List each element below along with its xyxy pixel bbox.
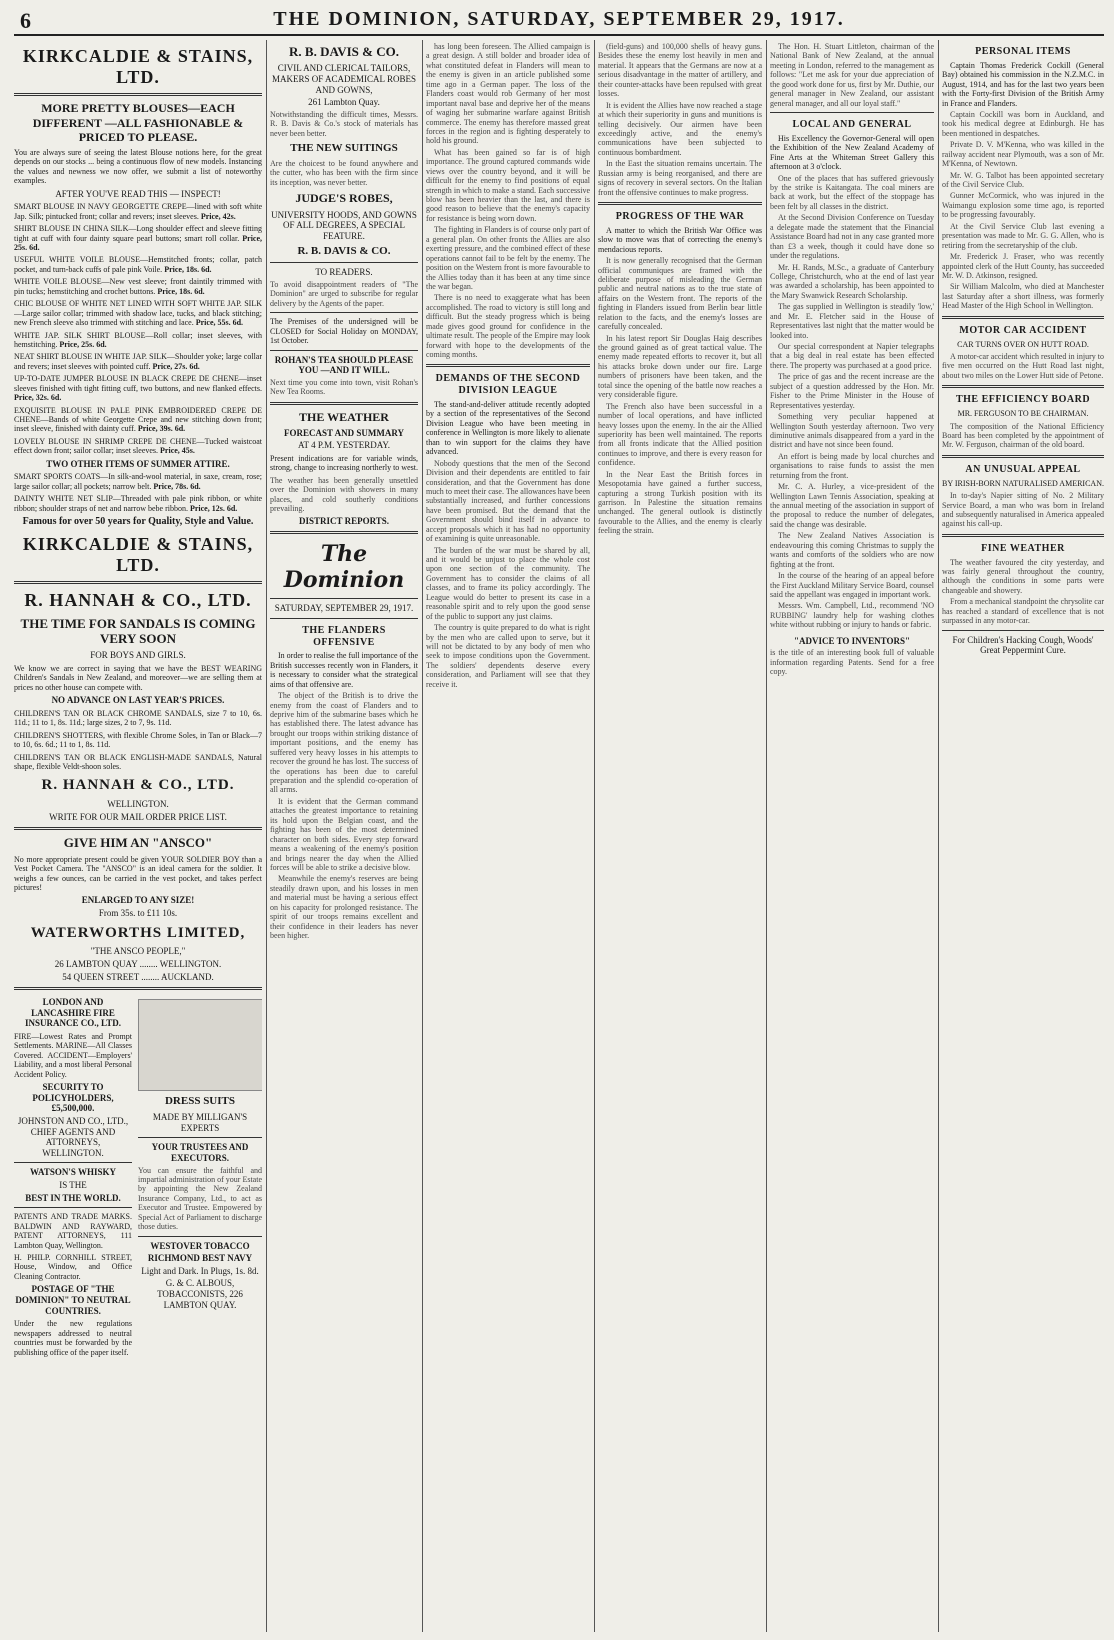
blouse-item: CHIC BLOUSE OF WHITE NET LINED WITH SOFT WHITE JAP. SILK—Large sailor collar; trimmed with shadow lace, tucks, and black stitching; new French sleeve also trimmed with stitching and lace. Price, 55s. 6d. — [14, 299, 262, 328]
appeal-sub: BY IRISH-BORN NATURALISED AMERICAN. — [942, 478, 1104, 488]
divider — [270, 618, 418, 619]
inventors-title: "ADVICE TO INVENTORS" — [793, 635, 911, 646]
filler-text: The weather favoured the city yesterday, and was fairly general throughout the country, although the conditions in some parts were changeable and showery. — [942, 557, 1104, 595]
ansco-enlarged: ENLARGED TO ANY SIZE! — [81, 895, 195, 906]
davis-address: 261 Lambton Quay. — [308, 97, 380, 108]
cough-cure-ad: For Children's Hacking Cough, Woods' Great Peppermint Cure. — [952, 634, 1094, 656]
divider — [270, 598, 418, 599]
filler-text: A motor-car accident which resulted in injury to five men occurred on the Hutt Road last night, about two miles on the Lower Hutt side of Petone. — [942, 351, 1104, 380]
board-sub: MR. FERGUSON TO BE CHAIRMAN. — [957, 409, 1089, 419]
blouse-item: EXQUISITE BLOUSE IN PALE PINK EMBROIDERED CREPE DE CHENE—Bands of white Georgette Crepe and new stitching down front; inset sleeve, finished with dainty cuff. Price, 39s. 6d. — [14, 405, 262, 434]
philp-ad: H. PHILP. CORNHILL STREET, House, Window, and Office Cleaning Contractor. — [14, 1253, 132, 1281]
kirkcaldie-two-other: TWO OTHER ITEMS OF SUMMER ATTIRE. — [46, 458, 230, 469]
filler-text: In to-day's Napier sitting of No. 2 Military Service Board, a man who was born in Ireland and subsequently naturalised in America appealed against his call-up. — [942, 491, 1104, 529]
filler-text: In the course of the hearing of an appeal before the First Auckland Military Service Board, counsel said the appellant was engaged in important work. — [770, 571, 934, 599]
blouse-item: USEFUL WHITE VOILE BLOUSE—Hemstitched fronts; collar, patch pocket, and turn-back cuffs of pale pink Voile. Price, 18s. 6d. — [14, 255, 262, 274]
personal-title: PERSONAL ITEMS — [975, 46, 1071, 57]
blouse-item: WHITE VOILE BLOUSE—New vest sleeve; front daintily trimmed with pin tucks; hemstitching and crochet buttons. Price, 18s. 6d. — [14, 277, 262, 296]
column-rule — [594, 40, 595, 1632]
filler-text: You can ensure the faithful and impartial administration of your Estate by appointing the New Zealand Insurance Company, Ltd., to act as Executor and Trustee. Empowered by Special Act of Parliament to discharge those duties. — [138, 1165, 262, 1232]
filler-text: The composition of the National Efficiency Board has been completed by the appointment of Mr. W. Ferguson, chairman of the old board. — [942, 421, 1104, 450]
divider — [942, 316, 1104, 319]
filler-text: The fighting in Flanders is of course only part of a general plan. On other fronts the Allies are also exerting pressure, and the combined effect of these operations cannot fail to be felt by the enemy. The position on the Western front is more favourable to the Allies today than it has been at any time since the war began. — [426, 225, 590, 291]
filler-text: Captain Cockill was born in Auckland, and took his medical degree at Edinburgh. He has been mentioned in despatches. — [942, 109, 1104, 138]
filler-text: One of the places that has suffered grievously by the strike is Kaitangata. The coal miners are back at work, but the effect of the stoppage has been felt by all classes in the district. — [770, 173, 934, 211]
filler-text: The country is quite prepared to do what is right by the men who are called upon to serve, but it will not be dictated to by any body of men who seek to impose conditions upon the Government. The soldiers' dependents deserve every consideration, and Parliament will see that they receive it. — [426, 623, 590, 689]
divider — [942, 385, 1104, 388]
filler-text: The weather has been generally unsettled over the Dominion with showers in many places, and cold southerly conditions prevailing. — [270, 475, 418, 514]
blouse-item: SHIRT BLOUSE IN CHINA SILK—Long shoulder effect and sleeve fitting tight at cuff with four dainty square pearl buttons; smart roll collar. Price, 25s. 6d. — [14, 224, 262, 253]
attire-item: SMART SPORTS COATS—In silk-and-wool material, in saxe, cream, rose; large sailor collar; all pockets; narrow belt. Price, 78s. 6d. — [14, 472, 262, 491]
column-rule — [422, 40, 423, 1632]
dress-suits-ad — [138, 995, 262, 1360]
personal-text: Captain Thomas Frederick Cockill (General Bay) obtained his commission in the N.Z.M.C. in August, 1914, and has for the last two years been with the Forty-first Division of the British Army in France and Flanders. — [942, 60, 1104, 108]
divider — [14, 987, 262, 990]
weather-sub: FORECAST AND SUMMARY — [283, 427, 405, 438]
local-title: LOCAL AND GENERAL — [792, 119, 912, 131]
column-6 — [942, 40, 1104, 1632]
blouse-item: SMART BLOUSE IN NAVY GEORGETTE CREPE—lined with soft white Jap. Silk; pintucked front; collar and revers; inset sleeves. Price, 42s. — [14, 202, 262, 221]
filler-text: has long been foreseen. The Allied campaign is a great design. A still bolder and broader idea of what constituted defeat in Flanders will mean to the enemy is given in an article published some time ago in a German paper. The loss of the Flanders coast would rob Germany of her most important naval base and deprive her of the means of waging her submarine warfare against British commerce. The enemy has therefore massed great forces in the region and is fighting desperately to hold his ground. — [426, 42, 590, 146]
robes-sub: UNIVERSITY HOODS, AND GOWNS OF ALL DEGREES, A SPECIAL FEATURE. — [271, 209, 417, 241]
albous-ad: G. & C. ALBOUS, TOBACCONISTS, 226 LAMBTON QUAY. — [157, 1278, 243, 1310]
filler-text: is the title of an interesting book full of valuable information regarding Patents. Send for a free copy. — [770, 648, 934, 677]
divider — [942, 455, 1104, 458]
column-4 — [598, 40, 762, 1632]
filler-text: Mr. Frederick J. Fraser, who was recently appointed clerk of the Hutt County, has succeeded Mr. W. D. Atkinson, resigned. — [942, 252, 1104, 280]
filler-text: The burden of the war must be shared by all, and it would be unjust to place the whole cost upon one section of the community. The Government has to consider the claims of all classes, and to frame its policy accordingly. The League would do better to present its case in a reasonable spirit and to rely upon the good sense of the public to support any just claims. — [426, 545, 590, 621]
divider — [598, 202, 762, 205]
filler-text: In the East the situation remains uncertain. The Russian army is being reorganised, and there are signs of recovery in several sectors. On the Italian front the offensive continues to make progress. — [598, 159, 762, 197]
local-text: His Excellency the Governor-General will open the Exhibition of the New Zealand Academy of Fine Arts at the Whiteman Street Gallery this afternoon at 3 o'clock. — [770, 133, 934, 172]
filler-text: To avoid disappointment readers of "The Dominion" are urged to subscribe for regular delivery by the Agents of the paper. — [270, 279, 418, 308]
filler-text: What has been gained so far is of high importance. The ground captured commands wide views over the country beyond, and it will be difficult for the enemy to find positions of equal strength in which to make a stand. Each successive blow has been heavier than the last, and there is good reason to believe that the enemy's capacity for resistance is being worn down. — [426, 147, 590, 223]
progress-text: A matter to which the British War Office was slow to move was that of correcting the enemy's mendacious reports. — [598, 225, 762, 254]
filler-text: From a mechanical standpoint the chrysolite car has reached a standard of excellence that is not surpassed in any motor-car. — [942, 597, 1104, 626]
robes-title: JUDGE'S ROBES, — [295, 191, 393, 206]
filler-text: An effort is being made by local churches and organisations to raise funds to assist the men returning from the front. — [770, 451, 934, 480]
kirkcaldie-footer-title: KIRKCALDIE & STAINS, LTD. — [22, 533, 254, 576]
hannah-footer-title: R. HANNAH & CO., LTD. — [41, 777, 235, 794]
sandal-item: CHILDREN'S TAN OR BLACK ENGLISH-MADE SANDALS, Natural shape, flexible Veldt-shoon soles. — [14, 752, 262, 772]
weather-time: AT 4 P.M. YESTERDAY. — [297, 440, 391, 451]
divider — [270, 531, 418, 534]
divider — [426, 364, 590, 367]
filler-text: Are the choicest to be found anywhere and the cutter, who has been with the firm since its inception, was never better. — [270, 159, 418, 187]
progress-title: PROGRESS OF THE WAR — [615, 211, 745, 222]
waterworths-address: 26 LAMBTON QUAY ........ WELLINGTON. — [54, 958, 222, 969]
insurance-security: SECURITY TO POLICYHOLDERS, £5,500,000. — [32, 1082, 114, 1114]
readers-title: TO READERS. — [315, 267, 373, 278]
filler-text: In his latest report Sir Douglas Haig describes the ground gained as of great tactical value. The enemy made repeated efforts to recover it, but all his attacks broke down under our fire. Large numbers of prisoners have been taken, and the total since the opening of the battle now reaches a very considerable figure. — [598, 333, 762, 400]
filler-text: Private D. V. M'Kenna, who was killed in the railway accident near Plymouth, was a son of Mr. M'Kenna, of Newtown. — [942, 140, 1104, 169]
divider — [270, 312, 418, 313]
filler-text: (field-guns) and 100,000 shells of heavy guns. Besides these the enemy lost heavily in men and material. It appears that the Germans are now at a serious disadvantage in the matter of artillery, and their counter-attacks have been repulsed with great losses. — [598, 42, 762, 99]
watson-line: WATSON'S WHISKY — [30, 1167, 116, 1178]
filler-text: The gas supplied in Wellington is steadily 'low,' and Mr. E. Fletcher said in the House of Representatives last night that the matter would be looked into. — [770, 302, 934, 340]
filler-text: It is evident that the German command attaches the greatest importance to retaining its hold upon the Belgian coast, and the fighting has been of the most determined character on both sides. Every step forward means a weakening of the enemy's position and brings nearer the day when the Allied forces will be able to strike a decisive blow. — [270, 796, 418, 872]
filler-text: In the Near East the British forces in Mesopotamia have gained a further success, capturing a strong Turkish position with its garrison. In Palestine the situation remains unchanged. The general outlook is distinctly favourable to the Allies, and the enemy is clearly feeling the strain. — [598, 469, 762, 536]
waterworths-address: 54 QUEEN STREET ........ AUCKLAND. — [62, 971, 214, 982]
blouse-item: NEAT SHIRT BLOUSE IN WHITE JAP. SILK—Shoulder yoke; large collar and revers; inset sleeves with pointed cuff. Price, 27s. 6d. — [14, 352, 262, 371]
hannah-sub: FOR BOYS AND GIRLS. — [90, 650, 186, 661]
demands-text: The stand-and-deliver attitude recently adopted by a section of the representatives of the Second Division League who have been meeting in conference in Wellington is more likely to alienate than to win support for the claims they have advanced. — [426, 400, 590, 457]
watson-line: BEST IN THE WORLD. — [25, 1192, 121, 1203]
appeal-title: AN UNUSUAL APPEAL — [965, 463, 1081, 475]
nameplate: The Dominion — [283, 541, 405, 594]
ansco-headline: GIVE HIM AN "ANSCO" — [63, 835, 213, 851]
filler-text: At the Civil Service Club last evening a presentation was made to Mr. G. G. Allen, who is retiring from the secretaryship of the club. — [942, 221, 1104, 250]
blouse-item: WHITE JAP. SILK SHIRT BLOUSE—Roll collar; inset sleeves, with hemstitching. Price, 25s. 6d. — [14, 330, 262, 349]
filler-text: The price of gas and the recent increase are the subject of a question addressed by the Hon. Mr. Fisher to the Prime Minister in the House of Representatives yesterday. — [770, 372, 934, 410]
divider — [14, 581, 262, 584]
filler-text: Notwithstanding the difficult times, Messrs. R. B. Davis & Co.'s stock of materials has never been better. — [270, 109, 418, 138]
filler-text: The New Zealand Natives Association is endeavouring this coming Christmas to supply the wants and comforts of the soldiers who are now fighting at the front. — [770, 531, 934, 569]
demands-title: DEMANDS OF THE SECOND DIVISION LEAGUE — [435, 373, 581, 397]
closed-notice: The Premises of the undersigned will be CLOSED for Social Holiday on MONDAY, 1st October. — [270, 317, 418, 346]
insurance-title: LONDON AND LANCASHIRE FIRE INSURANCE CO., LTD. — [25, 997, 121, 1029]
suit-illustration — [138, 999, 262, 1091]
filler-text: Mr. C. A. Hurley, a vice-president of the Wellington Lawn Tennis Association, speaking at the annual meeting of the association in support of the proposal to reduce the number of delegates, said the change was desirable. — [770, 482, 934, 529]
leader-title: THE FLANDERS OFFENSIVE — [302, 624, 386, 648]
patents-ad: PATENTS AND TRADE MARKS. BALDWIN AND RAYWARD, PATENT ATTORNEYS, 111 Lambton Quay, Wellington. — [14, 1212, 132, 1250]
hannah-footer-city: WELLINGTON. — [107, 799, 169, 810]
date-line: SATURDAY, SEPTEMBER 29, 1917. — [274, 603, 414, 614]
divider — [770, 112, 934, 113]
board-title: THE EFFICIENCY BOARD — [955, 394, 1091, 406]
filler-text: Something very peculiar happened at Wellington South yesterday afternoon. Two very diminutive animals disappeared from a yard in the district and have not since been found. — [770, 412, 934, 450]
newspaper-page — [14, 6, 1104, 1632]
column-rule — [766, 40, 767, 1632]
blouse-item: UP-TO-DATE JUMPER BLOUSE IN BLACK CREPE DE CHENE—inset sleeves finished with tight fitting cuff, two buttons, and new flanked effects. Price, 32s. 6d. — [14, 374, 262, 403]
filler-text: It is evident the Allies have now reached a stage at which their superiority in guns and munitions is telling decisively. Our airmen have been exceedingly active, and the enemy's communications have been subjected to continuous bombardment. — [598, 100, 762, 157]
sandal-item: CHILDREN'S SHOTTERS, with flexible Chrome Soles, in Tan or Black—7 to 10, 6s. 6d.; 11 to 1, 8s. 11d. — [14, 730, 262, 750]
masthead-title: THE DOMINION, SATURDAY, SEPTEMBER 29, 1917. — [273, 8, 845, 30]
column-5 — [770, 40, 934, 1632]
divider — [14, 1207, 132, 1208]
insurance-text: FIRE—Lowest Rates and Prompt Settlements. MARINE—All Classes Covered. ACCIDENT—Employers' Liability, and a most liberal Personal Accident Policy. — [14, 1032, 132, 1079]
divider — [270, 262, 418, 263]
kirkcaldie-headline: MORE PRETTY BLOUSES—EACH DIFFERENT —ALL FASHIONABLE & PRICED TO PLEASE. — [32, 101, 244, 144]
filler-text: Gunner McCormick, who was injured in the Waimangu explosion some time ago, is reported to be progressing favourably. — [942, 191, 1104, 220]
watson-line: IS THE — [59, 1180, 87, 1191]
trustees-title: YOUR TRUSTEES AND EXECUTORS. — [151, 1142, 249, 1163]
ansco-price: From 35s. to £11 10s. — [98, 908, 178, 919]
divider — [14, 1162, 132, 1163]
hannah-footer-note: WRITE FOR OUR MAIL ORDER PRICE LIST. — [49, 811, 227, 822]
suitings-title: THE NEW SUITINGS — [290, 142, 398, 155]
filler-text: There is no need to exaggerate what has been accomplished. The road to victory is still long and difficult. But the steady progress which is being made gives good ground for confidence in the ultimate result. The people of the Empire may look forward with hope to the developments of the coming months. — [426, 293, 590, 359]
lower-ads — [14, 995, 262, 1360]
kirkcaldie-after: AFTER YOU'VE READ THIS — INSPECT! — [55, 188, 221, 199]
fine-title: FINE WEATHER — [981, 542, 1065, 554]
kirkcaldie-title: KIRKCALDIE & STAINS, LTD. — [22, 46, 254, 88]
ansco-text: No more appropriate present could be given YOUR SOLDIER BOY than a Vest Pocket Camera. The "ANSCO" is an ideal camera for the soldier. It weighs a few ounces, can be carried in the vest pocket, and takes perfect pictures! — [14, 854, 262, 893]
divider — [270, 350, 418, 351]
divider — [138, 1236, 262, 1237]
column-rule — [266, 40, 267, 1632]
filler-text: It is now generally recognised that the German official communiques are framed with the deliberate purpose of misleading the German public and neutral nations as to the true state of affairs on the Western front. The reports of the fighting in Flanders issued from Berlin bear little relation to the facts, and the enemy's losses are carefully concealed. — [598, 256, 762, 332]
attire-item: DAINTY WHITE NET SLIP—Threaded with pale pink ribbon, or white ribbon; shoulder straps of net and narrow bebe ribbon. Price, 12s. 6d. — [14, 494, 262, 513]
column-2 — [270, 40, 418, 1632]
filler-text: Sir William Malcolm, who died at Manchester last Saturday after a short illness, was formerly Head Master of the High School in Wellington. — [942, 282, 1104, 311]
weather-text: Present indications are for variable winds, strong, change to increasing northerly to west. — [270, 454, 418, 473]
district-title: DISTRICT REPORTS. — [298, 515, 390, 526]
divider — [942, 630, 1104, 631]
blouse-item: LOVELY BLOUSE IN SHRIMP CREPE DE CHENE—Tucked waistcoat effect down front; sailor collar; inset sleeves. Price, 45s. — [14, 436, 262, 456]
weather-title: THE WEATHER — [299, 409, 389, 424]
hannah-intro: We know we are correct in saying that we have the BEST WEARING Children's Sandals in New Zealand, and moreover—we are selling them at prices no other house can compete with. — [14, 663, 262, 692]
divider — [138, 1137, 262, 1138]
sandal-item: CHILDREN'S TAN OR BLACK CHROME SANDALS, size 7 to 10, 6s. 11d.; 11 to 1, 8s. 11d.; large sizes, 2 to 7, 9s. 11d. — [14, 708, 262, 728]
column-3 — [426, 40, 590, 1632]
filler-text: Mr. W. G. Talbot has been appointed secretary of the Civil Service Club. — [942, 170, 1104, 190]
dress-suits-title: DRESS SUITS — [164, 1095, 235, 1108]
navy-title: RICHMOND BEST NAVY — [147, 1253, 253, 1264]
insurance-agents: JOHNSTON AND CO., LTD., CHIEF AGENTS AND ATTORNEYS, WELLINGTON. — [17, 1116, 129, 1158]
waterworths-title: WATERWORTHS LIMITED, — [30, 924, 246, 941]
kirkcaldie-intro: You are always sure of seeing the latest Blouse notions here, for the great depends on our stocks ... being a continuous flow of new models. Instancing the values and newness we now offer, we submit a list of noteworthy examples. — [14, 147, 262, 186]
masthead — [14, 6, 1104, 36]
davis-footer: R. B. DAVIS & CO. — [297, 245, 391, 258]
filler-text: Mr. H. Rands, M.Sc., a graduate of Canterbury College, Christchurch, who at the end of last year was awarded a scholarship, has been appointed to the Mary Swanwick Research Scholarship. — [770, 262, 934, 300]
leader-text: In order to realise the full importance of the British successes recently won in Flanders, it is necessary to consider what the strategical aims of that offensive are. — [270, 651, 418, 689]
navy-sub: Light and Dark. In Plugs, 1s. 8d. — [141, 1265, 259, 1276]
hannah-title: R. HANNAH & CO., LTD. — [24, 590, 252, 611]
motor-sub: CAR TURNS OVER ON HUTT ROAD. — [957, 339, 1089, 349]
filler-text: Our special correspondent at Napier telegraphs that a big deal in real estate has been effected there. The property was purchased at a good price. — [770, 342, 934, 370]
kirkcaldie-famous: Famous for over 50 years for Quality, Style and Value. — [22, 516, 254, 528]
filler-text: Nobody questions that the men of the Second Division and their dependents are entitled to fair consideration, and that the Government has done much to meet their case. The allowances have been substantially increased, and further concessions have been promised. But the demand that the Government should bind itself in advance to accept proposals which it has had no opportunity of examining is quite unreasonable. — [426, 458, 590, 544]
rohan-title: ROHAN'S TEA SHOULD PLEASE YOU —AND IT WILL. — [274, 354, 414, 376]
filler-text: Next time you come into town, visit Rohan's New Tea Rooms. — [270, 377, 418, 397]
divider — [270, 402, 418, 405]
postage-text: Under the new regulations newspapers addressed to neutral countries must be forwarded by the publishing office of the paper itself. — [14, 1319, 132, 1357]
insurance-ad — [14, 995, 132, 1360]
tobacco-title: WESTOVER TOBACCO — [150, 1240, 250, 1251]
page-number: 6 — [20, 8, 31, 33]
filler-text: The object of the British is to drive the enemy from the coast of Flanders and to deprive him of the submarine bases which he has established there. The latest advance has brought our troops within striking distance of important positions, and the enemy has suffered very heavy losses in his attempts to recover the ground he has lost. The success of the operations has been due to careful preparation and the splendid co-operation of all arms. — [270, 691, 418, 795]
column-rule — [938, 40, 939, 1632]
divider — [942, 534, 1104, 537]
filler-text: Meanwhile the enemy's reserves are being steadily drawn upon, and his losses in men and material must be having a serious effect on his capacity for prolonged resistance. The spirit of our troops remains excellent and their confidence in their leaders has never been higher. — [270, 874, 418, 941]
davis-title: R. B. DAVIS & CO. — [289, 44, 399, 59]
divider — [14, 827, 262, 830]
hannah-headline: THE TIME FOR SANDALS IS COMING VERY SOON — [20, 615, 256, 646]
advertisement-column — [14, 40, 262, 1632]
filler-text: The French also have been successful in a number of local operations, and have inflicted heavy losses upon the enemy. In the air the Allied superiority has been well maintained. The reports from all fronts indicate that the Allied position continues to improve, and there is every reason for confidence. — [598, 401, 762, 468]
motor-title: MOTOR CAR ACCIDENT — [959, 324, 1087, 336]
filler-text: The Hon. H. Stuart Littleton, chairman of the National Bank of New Zealand, at the annual meeting in London, referred to the management as follows: "Let me ask for your due appreciation of the good work done for us, first by Mr. Duthie, our general manager in New Zealand, our assistant general manager, and all our loyal staff." — [770, 42, 934, 108]
filler-text: Messrs. Wm. Campbell, Ltd., recommend 'NO RUBBING' laundry help for washing clothes white without rubbing or injury to hands or fabric. — [770, 601, 934, 630]
divider — [14, 93, 262, 96]
davis-sub: CIVIL AND CLERICAL TAILORS, MAKERS OF ACADEMICAL ROBES AND GOWNS, — [272, 63, 416, 95]
waterworths-sub: "THE ANSCO PEOPLE," — [90, 946, 186, 957]
dress-suits-sub: MADE BY MILLIGAN'S EXPERTS — [152, 1112, 248, 1133]
filler-text: At the Second Division Conference on Tuesday a delegate made the statement that the Financial Assistance Board had not in any case granted more than £3 a week, though it could have done so under the regulations. — [770, 213, 934, 261]
hannah-advance: NO ADVANCE ON LAST YEAR'S PRICES. — [51, 695, 225, 706]
postage-title: POSTAGE OF "THE DOMINION" TO NEUTRAL COUNTRIES. — [15, 1284, 131, 1316]
